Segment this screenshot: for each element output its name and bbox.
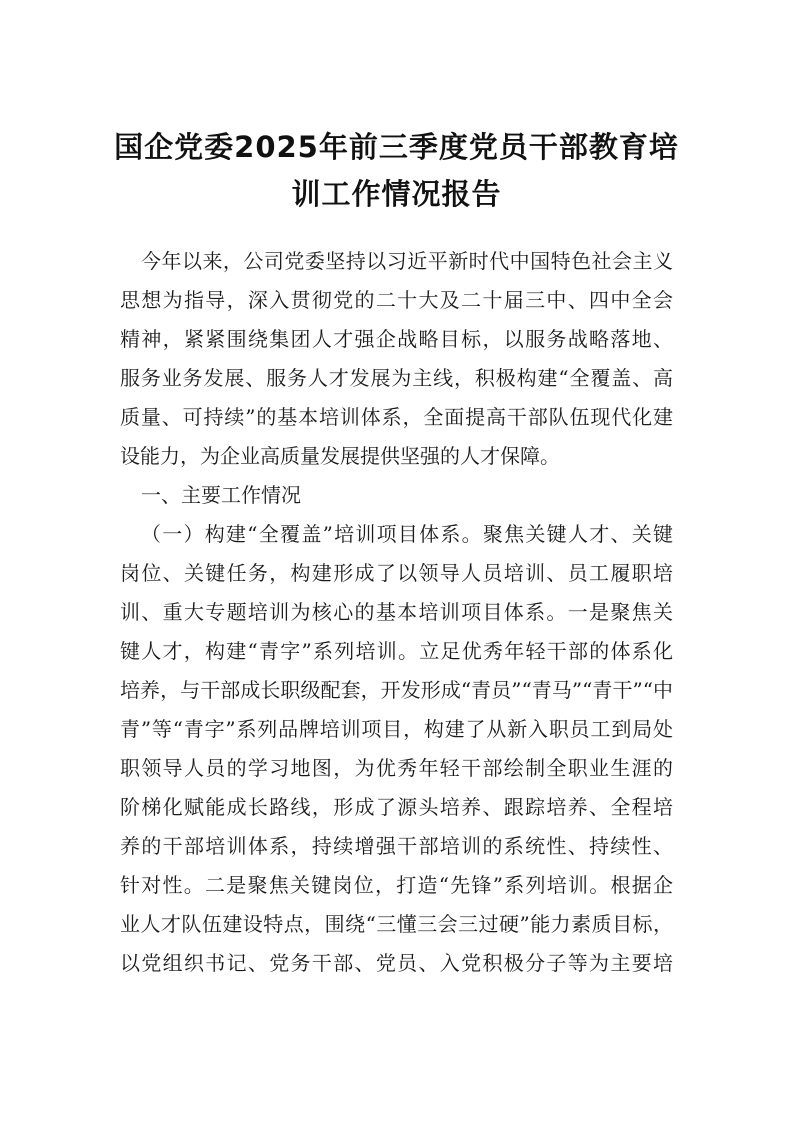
paragraph-line: 岗位、关键任务，构建形成了以领导人员培训、员工履职培 bbox=[120, 561, 673, 585]
intro-line: 设能力，为企业高质量发展提供坚强的人才保障。 bbox=[120, 444, 560, 468]
intro-line: 思想为指导，深入贯彻党的二十大及二十届三中、四中全会 bbox=[120, 288, 673, 312]
paragraph-line: 训、重大专题培训为核心的基本培训项目体系。一是聚焦关 bbox=[120, 600, 673, 624]
paragraph-line: 青”等“青字”系列品牌培训项目，构建了从新入职员工到局处 bbox=[120, 717, 673, 741]
paragraph-line: 培养，与干部成长职级配套，开发形成“青员”“青马”“青干”“中 bbox=[120, 678, 673, 702]
intro-line: 质量、可持续”的基本培训体系，全面提高干部队伍现代化建 bbox=[120, 405, 673, 429]
intro-line: 今年以来，公司党委坚持以习近平新时代中国特色社会主义 bbox=[141, 249, 673, 273]
intro-line: 精神，紧紧围绕集团人才强企战略目标，以服务战略落地、 bbox=[120, 327, 673, 351]
section-heading: 一、主要工作情况 bbox=[141, 483, 301, 507]
paragraph-line: 养的干部培训体系，持续增强干部培训的系统性、持续性、 bbox=[120, 834, 673, 858]
paragraph-line: 职领导人员的学习地图，为优秀年轻干部绘制全职业生涯的 bbox=[120, 756, 673, 780]
intro-line: 服务业务发展、服务人才发展为主线，积极构建“全覆盖、高 bbox=[120, 366, 673, 390]
paragraph-line: 针对性。二是聚焦关键岗位，打造“先锋”系列培训。根据企 bbox=[120, 873, 673, 897]
document-title-line-1: 国企党委2025年前三季度党员干部教育培 bbox=[114, 130, 679, 164]
paragraph-line: 键人才，构建“青字”系列培训。立足优秀年轻干部的体系化 bbox=[120, 639, 673, 663]
paragraph-line: 以党组织书记、党务干部、党员、入党积极分子等为主要培 bbox=[120, 951, 673, 975]
paragraph-line: 业人才队伍建设特点，围绕“三懂三会三过硬”能力素质目标， bbox=[120, 912, 673, 936]
document-title-line-2: 训工作情况报告 bbox=[291, 177, 502, 211]
paragraph-line: 阶梯化赋能成长路线，形成了源头培养、跟踪培养、全程培 bbox=[120, 795, 673, 819]
paragraph-line: （一）构建“全覆盖”培训项目体系。聚焦关键人才、关键 bbox=[141, 522, 673, 546]
